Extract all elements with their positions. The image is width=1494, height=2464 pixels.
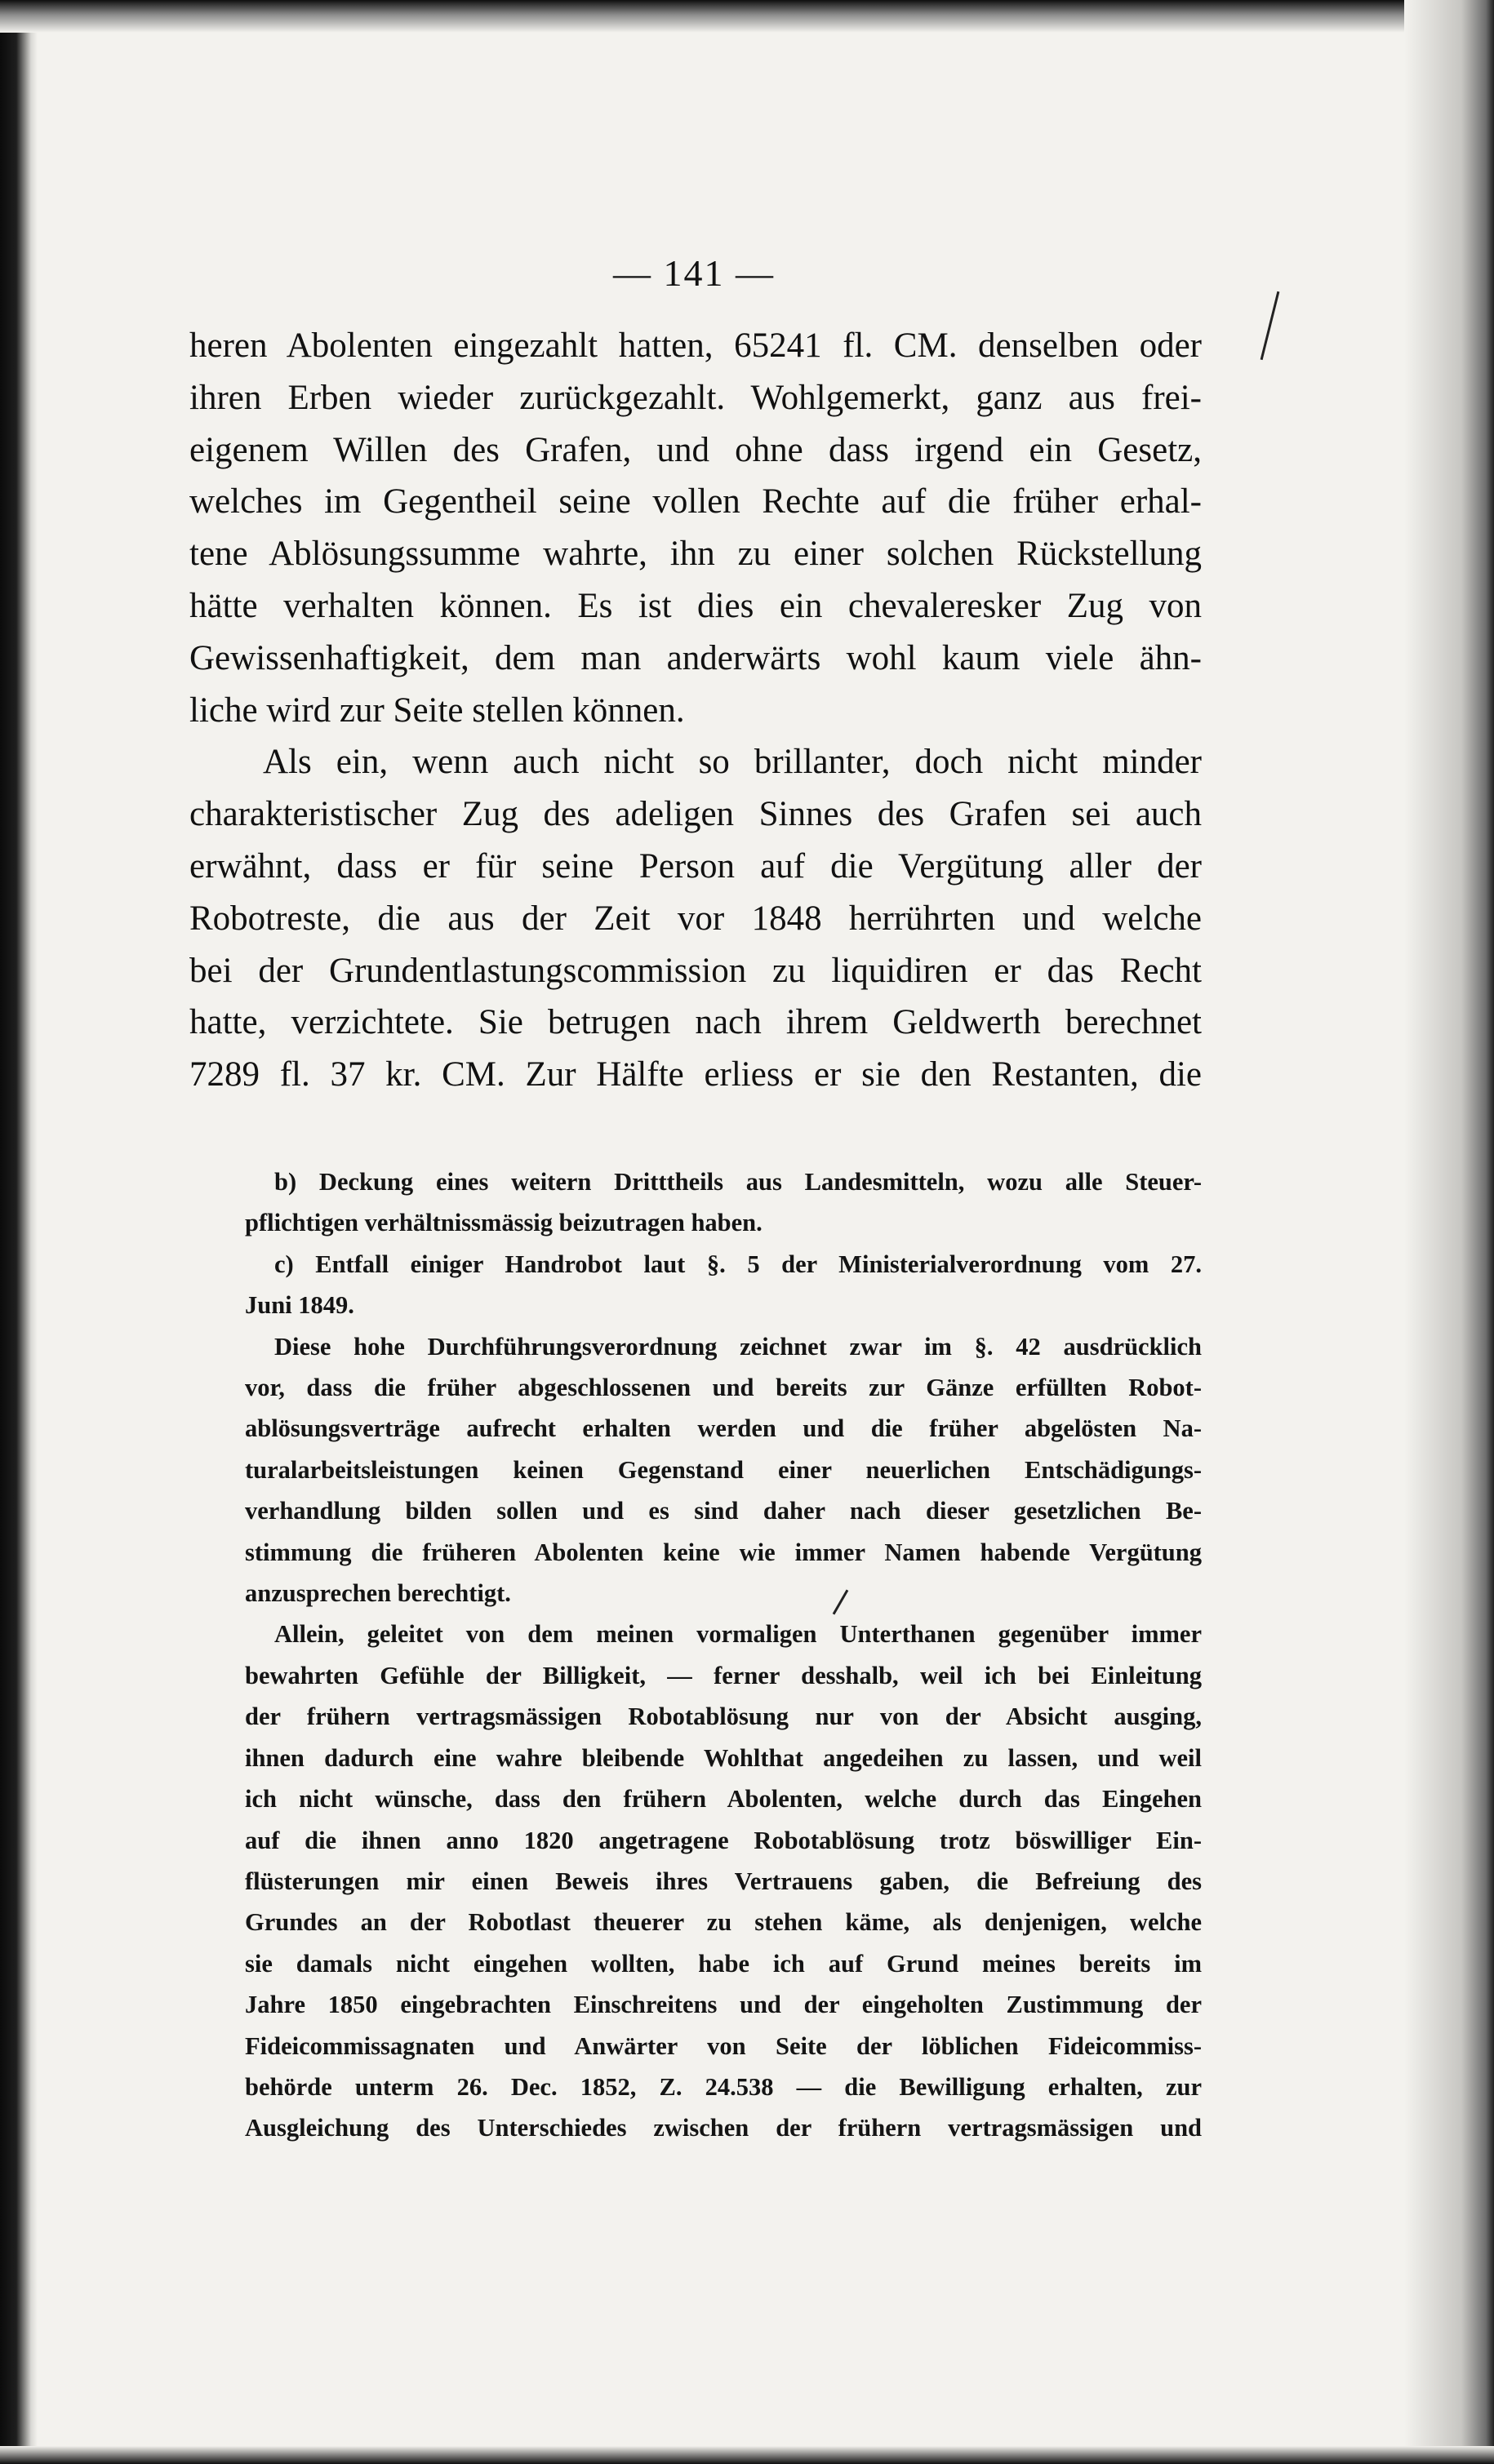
footnote-line: ihnen dadurch eine wahre bleibende Wohlthat angedeihen zu lassen, und weil: [245, 1743, 1202, 1772]
footnote-line: behörde unterm 26. Dec. 1852, Z. 24.538 — die Bewilligung erhalten, zur: [245, 2072, 1202, 2101]
footnote-line: sie damals nicht eingehen wollten, habe ich auf Grund meines bereits im: [245, 1949, 1202, 1978]
page-right-edge: [1404, 0, 1494, 2464]
footnote-line: verhandlung bilden sollen und es sind daher nach dieser gesetzlichen Be-: [245, 1497, 1202, 1525]
footnote-line: b) Deckung eines weitern Dritttheils aus Landesmitteln, wozu alle Steuer-: [274, 1168, 1202, 1196]
text-line: eigenem Willen des Grafen, und ohne dass irgend ein Gesetz,: [189, 430, 1202, 469]
footnote-line: Grundes an der Robotlast theuerer zu stehen käme, als denjenigen, welche: [245, 1908, 1202, 1937]
footnote-line: Ausgleichung des Unterschiedes zwischen der frühern vertragsmässigen und: [245, 2114, 1202, 2142]
text-line: charakteristischer Zug des adeligen Sinnes des Grafen sei auch: [189, 795, 1202, 834]
footnote-line: vor, dass die früher abgeschlossenen und bereits zur Gänze erfüllten Robot-: [245, 1374, 1202, 1402]
text-line: Als ein, wenn auch nicht so brillanter, doch nicht minder: [263, 743, 1202, 782]
text-line: heren Abolenten eingezahlt hatten, 65241 fl. CM. denselben oder: [189, 326, 1202, 365]
footnote-line: c) Entfall einiger Handrobot laut §. 5 der Ministerialverordnung vom 27.: [274, 1250, 1202, 1278]
footnote-line: Diese hohe Durchführungsverordnung zeichnet zwar im §. 42 ausdrücklich: [274, 1332, 1202, 1361]
main-body-text: [189, 320, 1202, 1101]
footnote-line: ich nicht wünsche, dass den frühern Abolenten, welche durch das Eingehen: [245, 1785, 1202, 1814]
footnote-line: bewahrten Gefühle der Billigkeit, — ferner desshalb, weil ich bei Einleitung: [245, 1661, 1202, 1689]
footnote-line: Fideicommissagnaten und Anwärter von Seite der löblichen Fideicommiss-: [245, 2031, 1202, 2060]
footnotes: [245, 1161, 1202, 2149]
footnote-line: anzusprechen berechtigt.: [245, 1579, 511, 1608]
page-left-edge: [0, 0, 38, 2464]
text-line: Robotreste, die aus der Zeit vor 1848 herrührten und welche: [189, 899, 1202, 938]
text-line: tene Ablösungssumme wahrte, ihn zu einer solchen Rückstellung: [189, 535, 1202, 574]
text-line: Gewissenhaftigkeit, dem man anderwärts wohl kaum viele ähn-: [189, 638, 1202, 677]
footnote-line: flüsterungen mir einen Beweis ihres Vertrauens gaben, die Befreiung des: [245, 1867, 1202, 1895]
text-line: ihren Erben wieder zurückgezahlt. Wohlgemerkt, ganz aus frei-: [189, 378, 1202, 417]
text-line: welches im Gegentheil seine vollen Rechte auf die früher erhal-: [189, 482, 1202, 522]
footnote-line: Juni 1849.: [245, 1291, 354, 1320]
footnote-line: stimmung die früheren Abolenten keine wie immer Namen habende Vergütung: [245, 1538, 1202, 1566]
footnote-line: pflichtigen verhältnissmässig beizutragen haben.: [245, 1209, 763, 1237]
footnote-line: turalarbeitsleistungen keinen Gegenstand einer neuerlichen Entschädigungs-: [245, 1455, 1202, 1484]
footnote-line: auf die ihnen anno 1820 angetragene Robotablösung trotz böswilliger Ein-: [245, 1826, 1202, 1854]
text-line: liche wird zur Seite stellen können.: [189, 690, 685, 730]
footnote-line: der frühern vertragsmässigen Robotablösung nur von der Absicht ausging,: [245, 1703, 1202, 1731]
text-line: hätte verhalten können. Es ist dies ein chevaleresker Zug von: [189, 586, 1202, 625]
text-line: erwähnt, dass er für seine Person auf die Vergütung aller der: [189, 846, 1202, 886]
footnote-line: Allein, geleitet von dem meinen vormaligen Unterthanen gegenüber immer: [274, 1620, 1202, 1649]
page-number: — 141 —: [613, 252, 775, 294]
page-top-edge: [0, 0, 1494, 33]
text-line: hatte, verzichtete. Sie betrugen nach ihrem Geldwerth berechnet: [189, 1003, 1202, 1042]
footnote-line: Jahre 1850 eingebrachten Einschreitens und der eingeholten Zustimmung der: [245, 1991, 1202, 2019]
text-line: bei der Grundentlastungscommission zu liquidiren er das Recht: [189, 951, 1202, 990]
page-bottom-edge: [0, 2446, 1494, 2464]
text-line: 7289 fl. 37 kr. CM. Zur Hälfte erliess er sie den Restanten, die: [189, 1055, 1202, 1094]
footnote-line: ablösungsverträge aufrecht erhalten werden und die früher abgelösten Na-: [245, 1414, 1202, 1443]
pencil-mark: [1261, 291, 1280, 360]
